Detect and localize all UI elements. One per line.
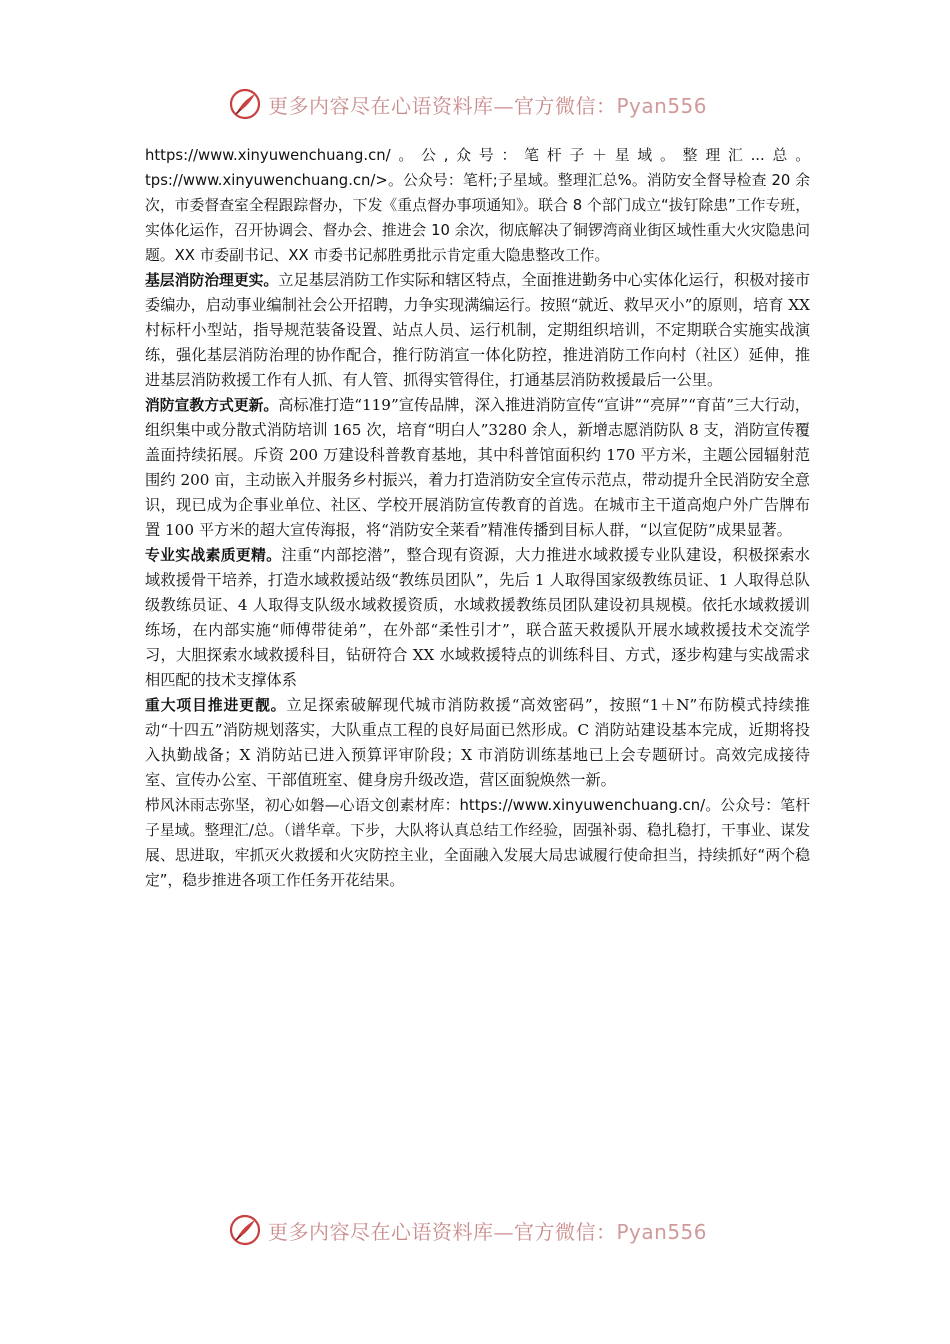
watermark-banner-top	[228, 84, 728, 124]
paragraph-training	[145, 543, 810, 693]
paragraph-closing	[145, 793, 810, 893]
document-body	[145, 143, 810, 893]
paragraph-publicity	[145, 393, 810, 543]
watermark-wechat-id: Pyan556	[616, 93, 708, 118]
paragraph-grassroots	[145, 268, 810, 393]
paragraph-projects	[145, 693, 810, 793]
watermark-wechat-id: Pyan556	[616, 1219, 708, 1244]
watermark-banner-bottom	[228, 1210, 728, 1250]
watermark-text	[268, 90, 707, 119]
watermark-main-text: 更多内容尽在心语资料库—官方微信：	[268, 93, 617, 118]
paragraph-publicity-text: 高标准打造“119”宣传品牌，深入推进消防宣传“宣讲”“亮屏”“育苗”三大行动，组织集中或分散式消防培训 165 次，培育“明白人”3280 余人，新增志愿消防队 8 支，消防宣传覆盖面持续拓展。斥资 200 万建设科普教育基地，其中科普馆面积约 170 平方米，主题公园辐射范围约 200 亩，主动嵌入并服务乡村振兴，着力打造消防安全宣传示范点，带动提升全民消防安全意识，现已成为企事业单位、社区、学校开展消防宣传教育的首选。在城市主干道高炮户外广告牌布置 100 平方米的超大宣传海报，将“消防安全莱看”精准传播到目标人群，“以宣促防”成果显著。	[145, 396, 810, 539]
watermark-text	[268, 1216, 707, 1245]
paragraph-intro-text: https://www.xinyuwenchuang.cn/。公,众号：笔杆子＋星域。整理汇...总。tps://www.xinyuwenchuang.cn/>。公众号：笔杆;子星域。整理汇总%。消防安全督导检查 20 余次，市委督查室全程跟踪督办，下发《重点督办事项通知》。联合 8 个部门成立“拔钉除患”工作专班，实体化运作，召开协调会、督办会、推进会 10 余次，彻底解决了铜锣湾商业街区域性重大火灾隐患问题。XX 市委副书记、XX 市委书记郝胜勇批示肯定重大隐患整改工作。	[145, 147, 810, 264]
paragraph-grassroots-heading: 基层消防治理更实。	[145, 272, 279, 289]
quill-logo-icon	[228, 1213, 262, 1247]
paragraph-projects-heading: 重大项目推进更靓。	[145, 697, 287, 714]
paragraph-training-text: 注重“内部挖潜”，整合现有资源，大力推进水域救援专业队建设，积极探索水域救援骨干培养，打造水域救援站级“教练员团队”，先后 1 人取得国家级教练员证、1 人取得总队级教练员证、4 人取得支队级水域救援资质，水域救援教练员团队建设初具规模。依托水域救援训练场，在内部实施“师傅带徒弟”，在外部“柔性引才”，联合蓝天救援队开展水域救援技术交流学习，大胆探索水域救援科目，钻研符合 XX 水域救援特点的训练科目、方式，逐步构建与实战需求相匹配的技术支撑体系	[145, 546, 810, 689]
paragraph-publicity-heading: 消防宣教方式更新。	[145, 397, 279, 414]
paragraph-closing-text: 栉风沐雨志弥坚，初心如磐—心语文创素材库：https://www.xinyuwenchuang.cn/。公众号：笔杆子星域。整理汇/总。（谱华章。下步，大队将认真总结工作经验，固强补弱、稳扎稳打，干事业、谋发展、思进取，牢抓灭火救援和火灾防控主业，全面融入发展大局忠诚履行使命担当，持续抓好“两个稳定”，稳步推进各项工作任务开花结果。	[145, 797, 810, 889]
quill-logo-icon	[228, 87, 262, 121]
watermark-main-text: 更多内容尽在心语资料库—官方微信：	[268, 1219, 617, 1244]
paragraph-intro	[145, 143, 810, 268]
paragraph-projects-text: 立足探索破解现代城市消防救援“高效密码”，按照“1＋N”布防模式持续推动“十四五”消防规划落实，大队重点工程的良好局面已然形成。C 消防站建设基本完成，近期将投入执勤战备；X 消防站已进入预算评审阶段；X 市消防训练基地已上会专题研讨。高效完成接待室、宣传办公室、干部值班室、健身房升级改造，营区面貌焕然一新。	[145, 696, 810, 789]
paragraph-training-heading: 专业实战素质更精。	[145, 547, 282, 564]
paragraph-grassroots-text: 立足基层消防工作实际和辖区特点，全面推进勤务中心实体化运行，积极对接市委编办，启动事业编制社会公开招聘，力争实现满编运行。按照“就近、救早灭小”的原则，培育 XX 村标杆小型站，指导规范装备设置、站点人员、运行机制，定期组织培训，不定期联合实施实战演练，强化基层消防治理的协作配合，推行防消宣一体化防控，推进消防工作向村（社区）延伸，推进基层消防救援工作有人抓、有人管、抓得实管得住，打通基层消防救援最后一公里。	[145, 271, 810, 389]
